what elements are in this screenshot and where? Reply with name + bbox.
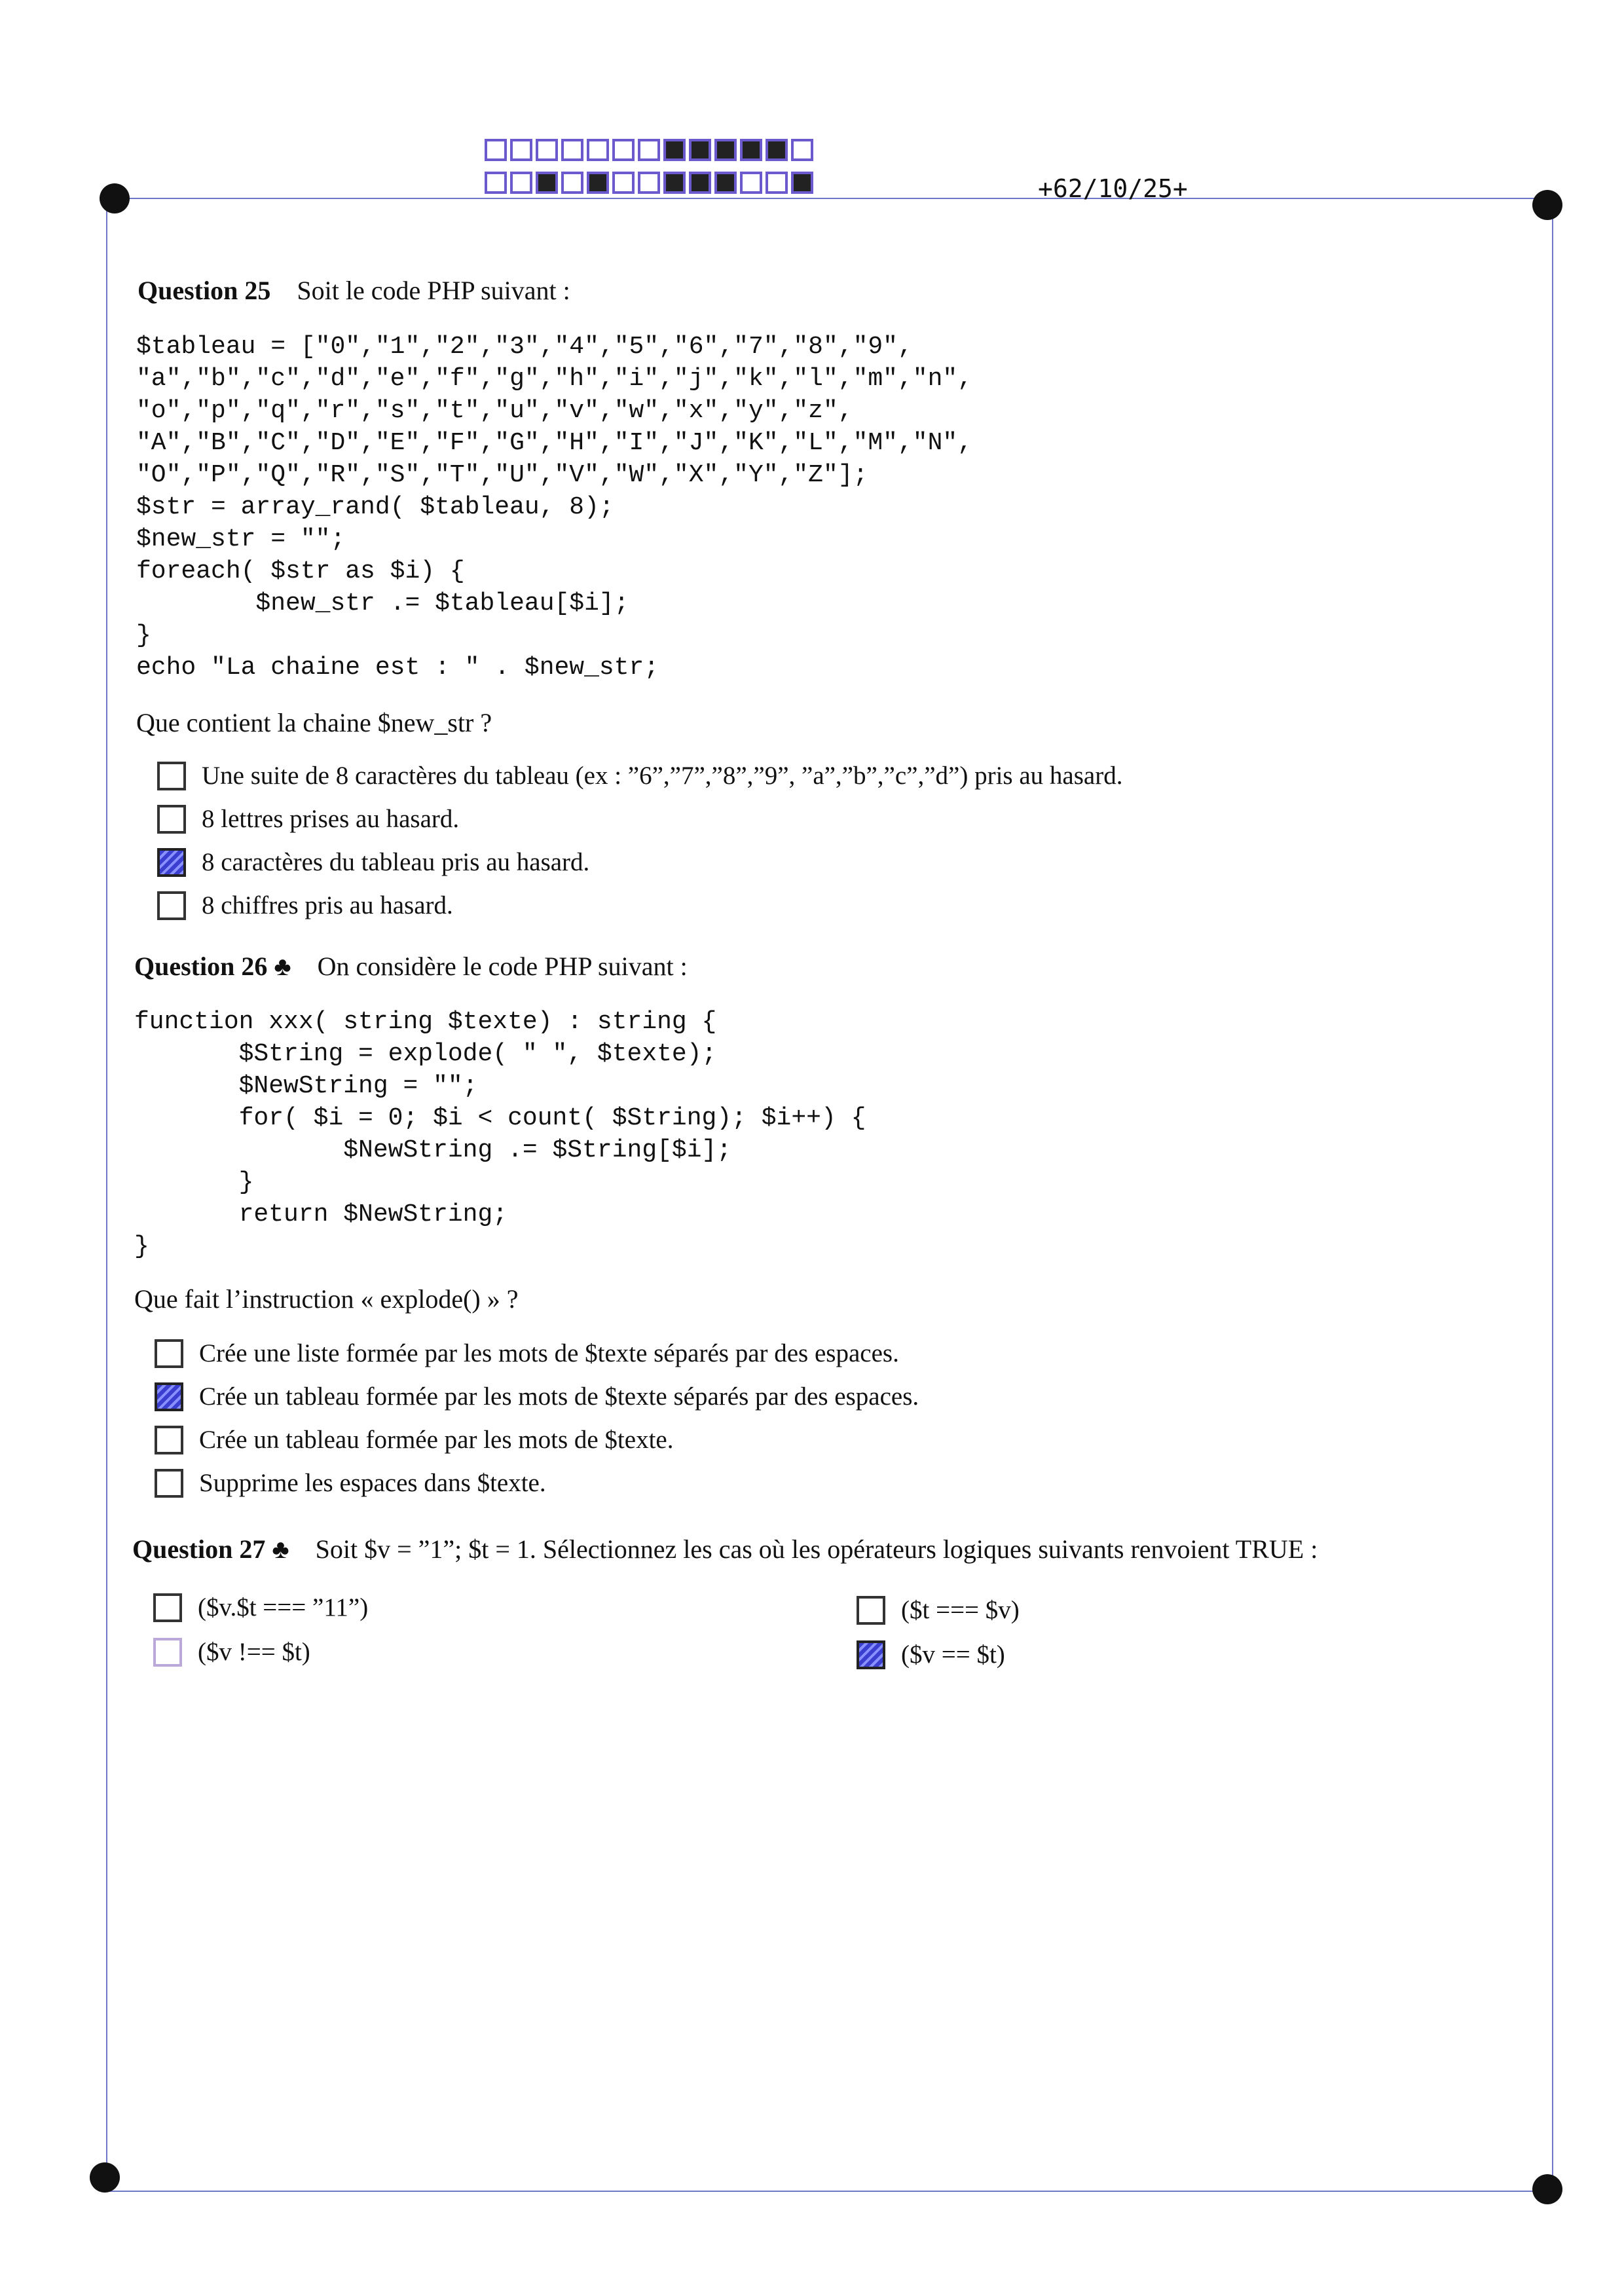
option-label: ($v.$t === ”11”): [198, 1593, 369, 1621]
checkbox[interactable]: [153, 1593, 182, 1622]
checkbox-ticked[interactable]: [857, 1640, 885, 1669]
q25-option[interactable]: [157, 804, 459, 834]
registration-mark-bottom-left: [90, 2162, 120, 2193]
id-strip-top: [485, 139, 813, 161]
q26-label: Question 26 ♣: [134, 952, 291, 981]
q27-title: [132, 1534, 1318, 1565]
registration-mark-top-left: [100, 183, 130, 213]
option-label: 8 lettres prises au hasard.: [202, 805, 460, 833]
option-label: ($v == $t): [901, 1640, 1005, 1669]
option-label: 8 caractères du tableau pris au hasard.: [202, 848, 590, 876]
q27-option[interactable]: [857, 1595, 1020, 1625]
id-strip-bottom: [485, 172, 813, 194]
q26-code: function xxx( string $texte) : string { $String = explode( " ", $texte); $NewString = ""; for( $i = 0; $i < count( $String); $i++) { $NewString .= $String[$i]; } return $NewString; }: [134, 1008, 866, 1261]
q25-option[interactable]: [157, 891, 453, 920]
q25-label: Question 25: [138, 276, 271, 305]
option-label: Crée un tableau formée par les mots de $texte séparés par des espaces.: [199, 1382, 919, 1411]
option-label: Une suite de 8 caractères du tableau (ex : ”6”,”7”,”8”,”9”, ”a”,”b”,”c”,”d”) pris au hasard.: [202, 762, 1123, 790]
q27-option[interactable]: [153, 1593, 368, 1622]
checkbox[interactable]: [157, 805, 186, 834]
checkbox[interactable]: [155, 1339, 183, 1368]
q25-code: $tableau = ["0","1","2","3","4","5","6","7","8","9", "a","b","c","d","e","f","g","h","i","j","k","l","m","n", "o","p","q","r","s","t","u","v","w","x","y","z", "A","B","C","D","E","F","G","H","I","J","K","L","M","N", "O","P","Q","R","S","T","U","V","W","X","Y","Z"]; $str = array_rand( $tableau, 8); $new_str = ""; foreach( $str as $i) { $new_str .= $tableau[$i]; } echo "La chaine est : " . $new_str;: [136, 333, 973, 682]
q26-option[interactable]: [155, 1468, 546, 1498]
option-label: Crée un tableau formée par les mots de $texte.: [199, 1426, 674, 1454]
checkbox[interactable]: [155, 1426, 183, 1454]
q25-option[interactable]: [157, 847, 589, 877]
q26-option[interactable]: [155, 1339, 899, 1368]
q26-option[interactable]: [155, 1382, 919, 1411]
option-label: Crée une liste formée par les mots de $texte séparés par des espaces.: [199, 1339, 899, 1367]
q25-title: [138, 275, 570, 306]
option-label: Supprime les espaces dans $texte.: [199, 1469, 546, 1497]
registration-mark-top-right: [1532, 190, 1562, 220]
checkbox[interactable]: [153, 1638, 182, 1667]
q27-intro: Soit $v = ”1”; $t = 1. Sélectionnez les cas où les opérateurs logiques suivants renvoient TRUE :: [315, 1534, 1318, 1564]
q25-intro: Soit le code PHP suivant :: [297, 276, 570, 305]
q25-prompt: Que contient la chaine $new_str ?: [136, 708, 492, 737]
checkbox[interactable]: [157, 891, 186, 920]
option-label: ($v !== $t): [198, 1638, 310, 1666]
q26-option[interactable]: [155, 1425, 673, 1454]
checkbox-ticked[interactable]: [155, 1382, 183, 1411]
q26-title: [134, 951, 688, 982]
q27-label: Question 27 ♣: [132, 1534, 289, 1564]
registration-mark-bottom-right: [1532, 2174, 1562, 2204]
q26-prompt: Que fait l’instruction « explode() » ?: [134, 1284, 519, 1314]
sheet-code: +62/10/25+: [1038, 174, 1188, 203]
checkbox-ticked[interactable]: [157, 848, 186, 877]
option-label: ($t === $v): [901, 1596, 1020, 1624]
q26-intro: On considère le code PHP suivant :: [317, 952, 688, 981]
q27-option[interactable]: [857, 1640, 1005, 1669]
checkbox[interactable]: [157, 762, 186, 790]
q27-option[interactable]: [153, 1637, 310, 1667]
checkbox[interactable]: [155, 1469, 183, 1498]
q25-option[interactable]: [157, 761, 1122, 790]
checkbox[interactable]: [857, 1596, 885, 1625]
option-label: 8 chiffres pris au hasard.: [202, 891, 453, 919]
